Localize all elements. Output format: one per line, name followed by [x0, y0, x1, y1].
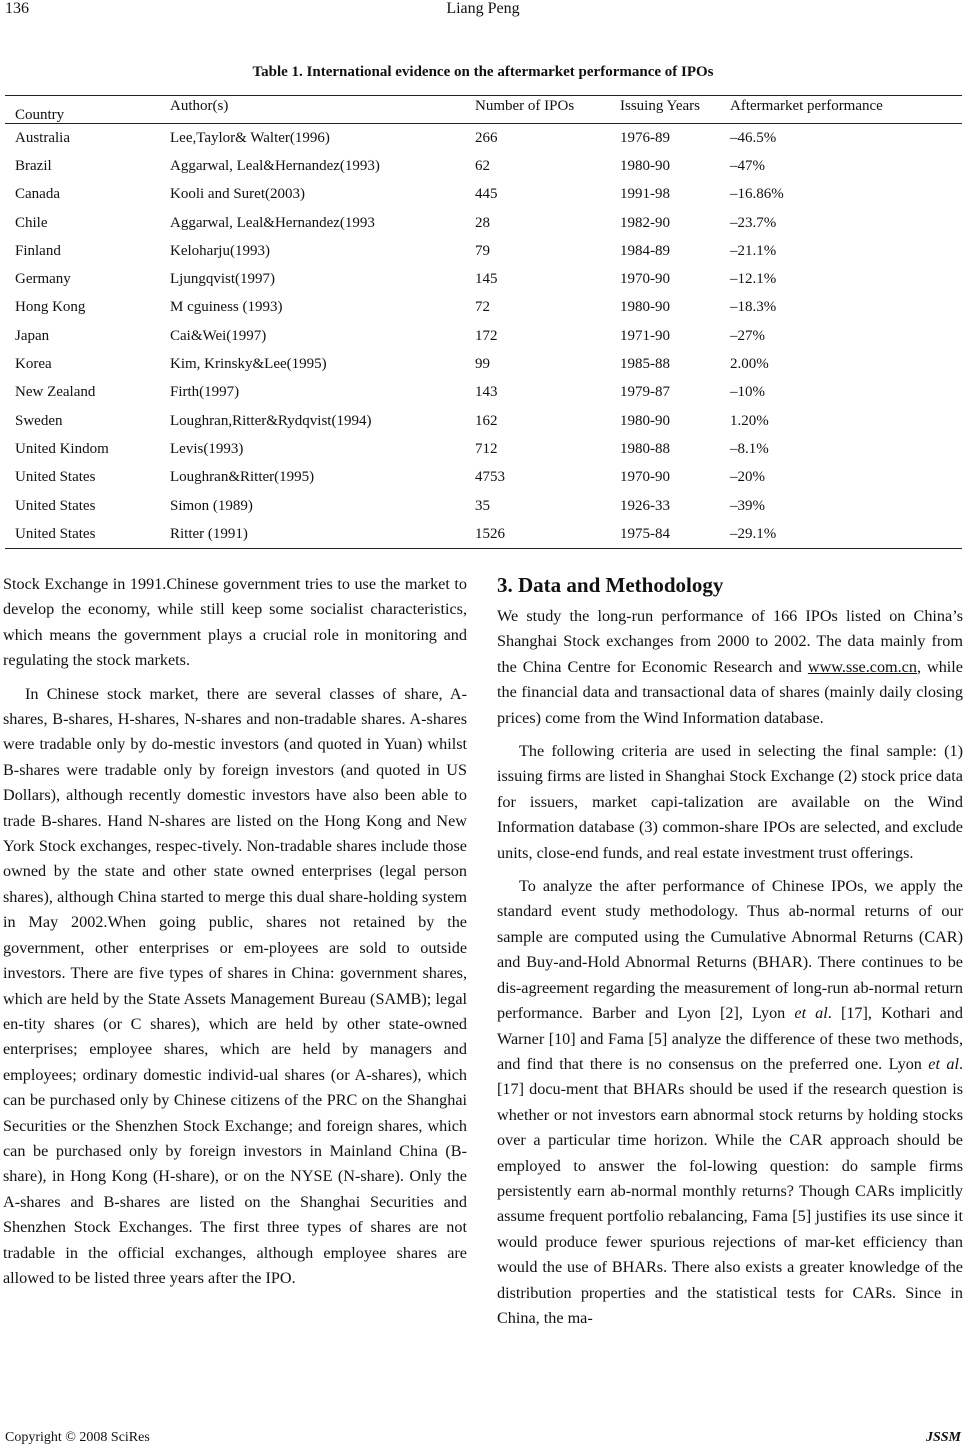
left-text-column: [3, 572, 467, 1291]
cell-number-of-ipos: 28: [475, 214, 490, 231]
cell-number-of-ipos: 4753: [475, 469, 505, 486]
et-al-italic: et al: [928, 1054, 959, 1073]
cell-country: Australia: [15, 129, 70, 146]
cell-country: United Kindom: [15, 440, 109, 457]
cell-number-of-ipos: 1526: [475, 525, 505, 542]
running-header: [0, 0, 966, 26]
cell-aftermarket-performance: –47%: [730, 157, 765, 174]
table-row: [5, 379, 962, 407]
cell-aftermarket-performance: –10%: [730, 384, 765, 401]
cell-number-of-ipos: 99: [475, 356, 490, 373]
cell-issuing-years: 1926-33: [620, 497, 670, 514]
cell-number-of-ipos: 712: [475, 440, 498, 457]
cell-authors: Firth(1997): [170, 384, 240, 401]
column-header-country: Country: [15, 107, 65, 123]
cell-authors: Kooli and Suret(2003): [170, 186, 305, 203]
cell-aftermarket-performance: –21.1%: [730, 242, 777, 259]
website-link[interactable]: www.sse.com.cn: [807, 657, 917, 676]
cell-aftermarket-performance: 2.00%: [730, 356, 769, 373]
cell-authors: Aggarwal, Leal&Hernandez(1993): [170, 157, 380, 174]
text-run: To analyze the after performance of Chinese IPOs, we apply the standard event study methodology. Thus ab-normal returns of our sample are computed using the Cumulative Abnormal Returns (CAR) and Buy-and-Hold Abnormal Returns (BHAR). There continues to be dis-agreement regarding the measurement of long-run ab-normal return performance. Barber and Lyon [2], Lyon: [497, 877, 963, 1023]
cell-issuing-years: 1976-89: [620, 129, 670, 146]
table-row: [5, 124, 962, 152]
cell-authors: Aggarwal, Leal&Hernandez(1993: [170, 214, 375, 231]
paragraph: The following criteria are used in selecting the final sample: (1) issuing firms are listed in Shanghai Stock Exchange (2) stock price data for issuers, market capi-talization are available on the Wind Information database (3) common-share IPOs are selected, and exclude units, close-end funds, and real estate investment trust offerings.: [497, 742, 963, 862]
table-header-row: [5, 96, 962, 124]
cell-country: Hong Kong: [15, 299, 86, 316]
cell-aftermarket-performance: –46.5%: [730, 129, 777, 146]
cell-aftermarket-performance: –27%: [730, 327, 765, 344]
cell-aftermarket-performance: –8.1%: [730, 440, 769, 457]
cell-authors: Ljungqvist(1997): [170, 271, 275, 288]
table-body: [5, 124, 962, 548]
cell-authors: Loughran&Ritter(1995): [170, 469, 315, 486]
column-header-authors: Author(s): [170, 98, 229, 114]
table-row: [5, 294, 962, 322]
table-row: [5, 520, 962, 548]
cell-number-of-ipos: 35: [475, 497, 490, 514]
cell-number-of-ipos: 79: [475, 242, 490, 259]
table-caption: Table 1. International evidence on the aftermarket performance of IPOs: [252, 64, 714, 80]
paragraph: [497, 874, 963, 1331]
cell-issuing-years: 1980-88: [620, 440, 670, 457]
ipo-evidence-table: [5, 95, 962, 549]
page-number: 136: [5, 0, 29, 17]
cell-country: Canada: [15, 186, 60, 203]
cell-authors: Cai&Wei(1997): [170, 327, 267, 344]
cell-authors: M cguiness (1993): [170, 299, 283, 316]
cell-aftermarket-performance: –23.7%: [730, 214, 777, 231]
cell-issuing-years: 1979-87: [620, 384, 670, 401]
paragraph: [497, 604, 963, 731]
cell-authors: Loughran,Ritter&Rydqvist(1994): [170, 412, 372, 429]
cell-number-of-ipos: 172: [475, 327, 498, 344]
cell-country: Korea: [15, 356, 52, 373]
right-text-column: [497, 604, 963, 1331]
text-run: . [17] docu-ment that BHARs should be used if the research question is whether or not investors earn abnormal stock returns by holding stocks over a particular time horizon. While the CAR approach should be employed to answer the fol-lowing question: do sample firms persistently earn ab-normal monthly returns? Though CARs implicitly assume frequent portfolio rebalancing, Fama [5] justifies its use since it would produce fewer spurious rejections of mar-ket efficiency than would the use of BHARs. There also exists a greater knowledge of the distribution properties and the statistical tests for CARs. Since in China, the ma-: [497, 1054, 963, 1327]
cell-number-of-ipos: 72: [475, 299, 490, 316]
cell-number-of-ipos: 143: [475, 384, 498, 401]
cell-aftermarket-performance: –39%: [730, 497, 765, 514]
cell-country: Sweden: [15, 412, 63, 429]
text-run: . [17], Kothari and Warner [10] and Fama [5] analyze the difference of these two methods, and find that there is no consensus on the preferred one. Lyon: [497, 1004, 963, 1073]
table-row: [5, 181, 962, 209]
cell-issuing-years: 1982-90: [620, 214, 670, 231]
copyright-notice: Copyright © 2008 SciRes: [5, 1430, 150, 1445]
et-al-italic: et al: [794, 1004, 828, 1023]
cell-country: United States: [15, 525, 96, 542]
cell-country: New Zealand: [15, 384, 96, 401]
table-row: [5, 350, 962, 378]
cell-aftermarket-performance: –18.3%: [730, 299, 777, 316]
cell-issuing-years: 1970-90: [620, 271, 670, 288]
running-author: Liang Peng: [446, 0, 520, 17]
cell-aftermarket-performance: 1.20%: [730, 412, 769, 429]
cell-issuing-years: 1970-90: [620, 469, 670, 486]
table-row: [5, 464, 962, 492]
journal-name: JSSM: [925, 1430, 961, 1445]
cell-number-of-ipos: 445: [475, 186, 498, 203]
cell-authors: Kim, Krinsky&Lee(1995): [170, 356, 327, 373]
paragraph: Stock Exchange in 1991.Chinese government tries to use the market to develop the economy, while still keep some socialist characteristics, which means the government plays a crucial role in monitoring and regulating the stock markets.: [3, 575, 467, 670]
table-row: [5, 492, 962, 520]
cell-country: Germany: [15, 271, 71, 288]
table-row: [5, 435, 962, 463]
cell-number-of-ipos: 145: [475, 271, 498, 288]
text-run: We study the long-run performance of 166 IPOs listed on China’s Shanghai Stock exchanges from 2000 to 2002. The data mainly from the China Centre for Economic Research and: [497, 607, 963, 676]
cell-authors: Keloharju(1993): [170, 242, 270, 259]
cell-number-of-ipos: 266: [475, 129, 498, 146]
cell-authors: Simon (1989): [170, 497, 253, 514]
cell-aftermarket-performance: –16.86%: [730, 186, 784, 203]
cell-authors: Levis(1993): [170, 440, 244, 457]
cell-authors: Lee,Taylor& Walter(1996): [170, 129, 330, 146]
cell-aftermarket-performance: –20%: [730, 469, 765, 486]
section-heading: 3. Data and Methodology: [497, 573, 724, 597]
table-row: [5, 407, 962, 435]
text-run: , while the financial data and transactional data of shares (mainly daily closing prices) come from the Wind Information database.: [497, 657, 963, 727]
paragraph: In Chinese stock market, there are several classes of share, A-shares, B-shares, H-shares, N-shares and non-tradable shares. A-shares were tradable only by do-mestic investors (and quoted in Yuan) whilst B-shares were tradable only by foreign investors (and quoted in US Dollars), although recently domestic investors have also been able to trade B-shares. Hand N-shares are listed on the Hong Kong and New York Stock exchanges, respec-tively. Non-tradable shares include those owned by the state and other state owned enterprises (legal person shares), although China started to merge this dual share-holding system in May 2002.When going public, shares not retained by the government, other enterprises or em-ployees are sold to outside investors. There are five types of shares in China: government shares, which are held by the State Assets Management Bureau (SAMB); legal en-tity shares (or C shares), which are held by other state-owned enterprises; employee shares, which are held by managers and employees; ordinary domestic individ-ual shares (or A-shares), which can be purchased only by Chinese citizens of the PRC on the Shanghai Securities or the Shenzhen Stock Exchange; and foreign shares, which can be purchased only by foreign investors in Mainland China (B-share), in Hong Kong (H-share), or on the NYSE (N-share). Only the A-shares and B-shares are listed on the Shanghai Securities and Shenzhen Stock Exchanges. The first three types of shares are not tradable in the official exchanges, although employee shares are allowed to be listed three years after the IPO.: [3, 684, 467, 1287]
cell-authors: Ritter (1991): [170, 525, 248, 542]
cell-country: Japan: [15, 327, 50, 344]
cell-issuing-years: 1975-84: [620, 525, 670, 542]
cell-number-of-ipos: 162: [475, 412, 498, 429]
cell-aftermarket-performance: –29.1%: [730, 525, 777, 542]
table-row: [5, 209, 962, 237]
cell-issuing-years: 1984-89: [620, 242, 670, 259]
cell-issuing-years: 1991-98: [620, 186, 670, 203]
column-header-issuing-years: Issuing Years: [620, 98, 701, 114]
cell-country: United States: [15, 497, 96, 514]
column-header-aftermarket-performance: Aftermarket performance: [730, 98, 883, 114]
cell-country: United States: [15, 469, 96, 486]
cell-country: Finland: [15, 242, 61, 259]
table-row: [5, 265, 962, 293]
table-row: [5, 322, 962, 350]
cell-country: Chile: [15, 214, 48, 231]
cell-issuing-years: 1971-90: [620, 327, 670, 344]
table-row: [5, 152, 962, 180]
cell-issuing-years: 1980-90: [620, 412, 670, 429]
cell-issuing-years: 1980-90: [620, 299, 670, 316]
column-header-number-of-ipos: Number of IPOs: [475, 98, 575, 114]
cell-issuing-years: 1980-90: [620, 157, 670, 174]
cell-country: Brazil: [15, 157, 52, 174]
cell-aftermarket-performance: –12.1%: [730, 271, 777, 288]
table-row: [5, 237, 962, 265]
cell-issuing-years: 1985-88: [620, 356, 670, 373]
cell-number-of-ipos: 62: [475, 157, 490, 174]
